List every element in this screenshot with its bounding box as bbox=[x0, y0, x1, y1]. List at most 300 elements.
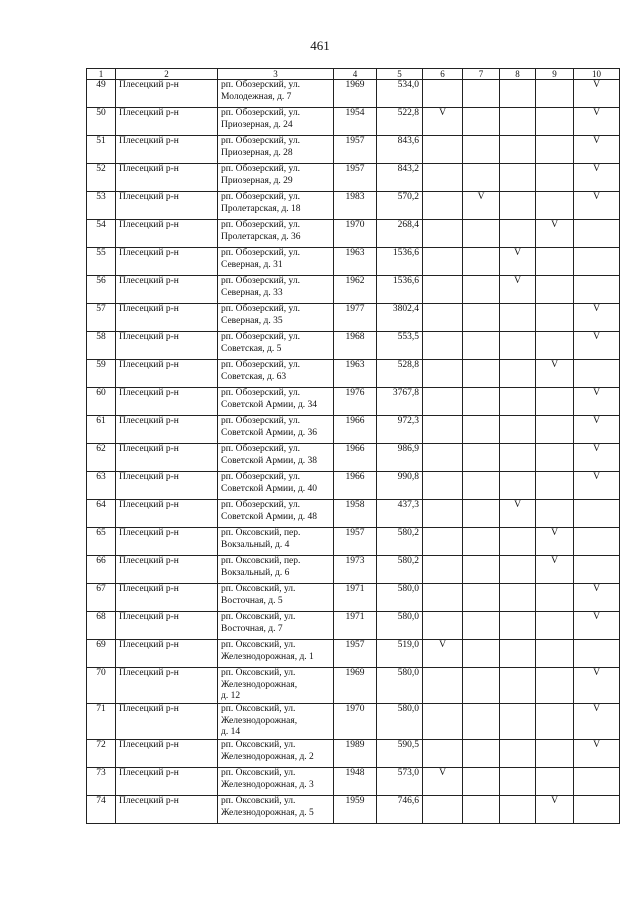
mark-cell-c8 bbox=[500, 796, 536, 824]
mark-cell-c8 bbox=[500, 192, 536, 220]
address-cell bbox=[218, 768, 334, 796]
mark-cell-c8 bbox=[500, 108, 536, 136]
mark-cell-c9 bbox=[536, 416, 574, 444]
district-cell: Плесецкий р-н bbox=[116, 740, 218, 768]
row-number-cell: 71 bbox=[87, 704, 116, 740]
year-built-cell: 1989 bbox=[334, 740, 377, 768]
address-cell bbox=[218, 704, 334, 740]
table-row bbox=[87, 612, 620, 640]
row-number-cell: 68 bbox=[87, 612, 116, 640]
area-cell: 580,0 bbox=[377, 584, 423, 612]
table-row bbox=[87, 416, 620, 444]
mark-cell-c7 bbox=[463, 304, 500, 332]
table-row bbox=[87, 248, 620, 276]
mark-cell-c10: V bbox=[574, 472, 620, 500]
address-cell bbox=[218, 500, 334, 528]
address-line: рп. Оксовский, ул. bbox=[221, 740, 296, 750]
address-line: рп. Обозерский, ул. bbox=[221, 416, 300, 426]
address-line: Приозерная, д. 28 bbox=[221, 147, 293, 158]
mark-cell-c7 bbox=[463, 584, 500, 612]
address-line: Советской Армии, д. 40 bbox=[221, 483, 318, 494]
area-cell: 534,0 bbox=[377, 80, 423, 108]
area-cell: 580,0 bbox=[377, 612, 423, 640]
year-built-cell: 1963 bbox=[334, 360, 377, 388]
district-cell: Плесецкий р-н bbox=[116, 388, 218, 416]
address-line: рп. Обозерский, ул. bbox=[221, 360, 300, 370]
mark-cell-c8: V bbox=[500, 500, 536, 528]
table-body bbox=[87, 80, 620, 824]
address-line: рп. Оксовский, ул. bbox=[221, 612, 296, 622]
mark-cell-c6 bbox=[423, 80, 463, 108]
address-cell bbox=[218, 528, 334, 556]
year-built-cell: 1968 bbox=[334, 332, 377, 360]
address-line: рп. Обозерский, ул. bbox=[221, 80, 300, 90]
address-line: рп. Оксовский, ул. bbox=[221, 796, 296, 806]
address-cell bbox=[218, 164, 334, 192]
address-line: рп. Обозерский, ул. bbox=[221, 220, 300, 230]
row-number-cell: 69 bbox=[87, 640, 116, 668]
mark-cell-c10: V bbox=[574, 416, 620, 444]
row-number-cell: 53 bbox=[87, 192, 116, 220]
address-cell bbox=[218, 136, 334, 164]
mark-cell-c7 bbox=[463, 276, 500, 304]
year-built-cell: 1966 bbox=[334, 444, 377, 472]
district-cell: Плесецкий р-н bbox=[116, 360, 218, 388]
mark-cell-c8 bbox=[500, 360, 536, 388]
table-row bbox=[87, 740, 620, 768]
mark-cell-c9 bbox=[536, 388, 574, 416]
address-line: рп. Обозерский, ул. bbox=[221, 248, 300, 258]
row-number-cell: 58 bbox=[87, 332, 116, 360]
mark-cell-c6 bbox=[423, 220, 463, 248]
mark-cell-c6 bbox=[423, 276, 463, 304]
page-number: 461 bbox=[310, 38, 330, 53]
mark-cell-c6 bbox=[423, 388, 463, 416]
area-cell: 1536,6 bbox=[377, 248, 423, 276]
mark-cell-c7 bbox=[463, 472, 500, 500]
table-row bbox=[87, 108, 620, 136]
mark-cell-c10: V bbox=[574, 612, 620, 640]
year-built-cell: 1971 bbox=[334, 584, 377, 612]
address-line: рп. Обозерский, ул. bbox=[221, 164, 300, 174]
year-built-cell: 1976 bbox=[334, 388, 377, 416]
mark-cell-c9 bbox=[536, 164, 574, 192]
column-header: 3 bbox=[218, 69, 334, 80]
row-number-cell: 52 bbox=[87, 164, 116, 192]
address-line: рп. Оксовский, ул. bbox=[221, 668, 296, 678]
address-line: Приозерная, д. 24 bbox=[221, 119, 293, 130]
table-row bbox=[87, 164, 620, 192]
table-row bbox=[87, 528, 620, 556]
mark-cell-c10 bbox=[574, 276, 620, 304]
row-number-cell: 72 bbox=[87, 740, 116, 768]
table-row bbox=[87, 192, 620, 220]
address-cell bbox=[218, 740, 334, 768]
area-cell: 528,8 bbox=[377, 360, 423, 388]
mark-cell-c6 bbox=[423, 740, 463, 768]
mark-cell-c6 bbox=[423, 500, 463, 528]
address-cell bbox=[218, 796, 334, 824]
mark-cell-c8 bbox=[500, 740, 536, 768]
area-cell: 3767,8 bbox=[377, 388, 423, 416]
housing-registry-table bbox=[86, 68, 620, 824]
address-line: Восточная, д. 5 bbox=[221, 595, 283, 606]
mark-cell-c9 bbox=[536, 332, 574, 360]
district-cell: Плесецкий р-н bbox=[116, 136, 218, 164]
area-cell: 843,6 bbox=[377, 136, 423, 164]
mark-cell-c7 bbox=[463, 388, 500, 416]
row-number-cell: 50 bbox=[87, 108, 116, 136]
area-cell: 519,0 bbox=[377, 640, 423, 668]
address-line: Советская, д. 5 bbox=[221, 343, 282, 354]
year-built-cell: 1983 bbox=[334, 192, 377, 220]
address-cell bbox=[218, 248, 334, 276]
mark-cell-c6 bbox=[423, 472, 463, 500]
area-cell: 580,2 bbox=[377, 528, 423, 556]
district-cell: Плесецкий р-н bbox=[116, 584, 218, 612]
year-built-cell: 1957 bbox=[334, 164, 377, 192]
mark-cell-c6 bbox=[423, 444, 463, 472]
table-header bbox=[87, 69, 620, 80]
address-line: рп. Оксовский, пер. bbox=[221, 528, 301, 538]
mark-cell-c6 bbox=[423, 704, 463, 740]
mark-cell-c7 bbox=[463, 164, 500, 192]
column-header: 6 bbox=[423, 69, 463, 80]
mark-cell-c6: V bbox=[423, 768, 463, 796]
address-cell bbox=[218, 304, 334, 332]
address-line: рп. Обозерский, ул. bbox=[221, 500, 300, 510]
mark-cell-c10: V bbox=[574, 192, 620, 220]
mark-cell-c10: V bbox=[574, 704, 620, 740]
row-number-cell: 63 bbox=[87, 472, 116, 500]
mark-cell-c8 bbox=[500, 768, 536, 796]
address-line: Советской Армии, д. 34 bbox=[221, 399, 318, 410]
mark-cell-c9: V bbox=[536, 796, 574, 824]
address-cell bbox=[218, 276, 334, 304]
mark-cell-c10 bbox=[574, 220, 620, 248]
district-cell: Плесецкий р-н bbox=[116, 612, 218, 640]
address-line: д. 14 bbox=[221, 727, 241, 737]
mark-cell-c6 bbox=[423, 612, 463, 640]
address-line: рп. Обозерский, ул. bbox=[221, 136, 300, 146]
area-cell: 580,0 bbox=[377, 668, 423, 704]
mark-cell-c10: V bbox=[574, 108, 620, 136]
year-built-cell: 1948 bbox=[334, 768, 377, 796]
mark-cell-c9 bbox=[536, 584, 574, 612]
mark-cell-c7 bbox=[463, 444, 500, 472]
year-built-cell: 1957 bbox=[334, 640, 377, 668]
address-line: Железнодорожная, bbox=[221, 679, 298, 690]
row-number-cell: 70 bbox=[87, 668, 116, 704]
mark-cell-c10 bbox=[574, 528, 620, 556]
row-number-cell: 49 bbox=[87, 80, 116, 108]
mark-cell-c7 bbox=[463, 556, 500, 584]
mark-cell-c6 bbox=[423, 192, 463, 220]
mark-cell-c10 bbox=[574, 556, 620, 584]
mark-cell-c7 bbox=[463, 612, 500, 640]
mark-cell-c10 bbox=[574, 248, 620, 276]
table-row bbox=[87, 472, 620, 500]
mark-cell-c6 bbox=[423, 584, 463, 612]
area-cell: 990,8 bbox=[377, 472, 423, 500]
address-line: Железнодорожная, д. 3 bbox=[221, 779, 314, 790]
mark-cell-c10: V bbox=[574, 444, 620, 472]
address-cell bbox=[218, 444, 334, 472]
address-line: рп. Обозерский, ул. bbox=[221, 388, 300, 398]
mark-cell-c8 bbox=[500, 584, 536, 612]
mark-cell-c6: V bbox=[423, 640, 463, 668]
table-row bbox=[87, 704, 620, 740]
mark-cell-c7 bbox=[463, 136, 500, 164]
address-line: Северная, д. 35 bbox=[221, 315, 283, 326]
year-built-cell: 1966 bbox=[334, 472, 377, 500]
mark-cell-c8 bbox=[500, 164, 536, 192]
mark-cell-c10: V bbox=[574, 668, 620, 704]
district-cell: Плесецкий р-н bbox=[116, 472, 218, 500]
address-cell bbox=[218, 332, 334, 360]
mark-cell-c7 bbox=[463, 248, 500, 276]
address-line: рп. Обозерский, ул. bbox=[221, 304, 300, 314]
mark-cell-c9 bbox=[536, 136, 574, 164]
area-cell: 843,2 bbox=[377, 164, 423, 192]
address-line: д. 12 bbox=[221, 691, 241, 701]
year-built-cell: 1958 bbox=[334, 500, 377, 528]
table-row bbox=[87, 136, 620, 164]
mark-cell-c9 bbox=[536, 472, 574, 500]
mark-cell-c10 bbox=[574, 640, 620, 668]
year-built-cell: 1969 bbox=[334, 668, 377, 704]
district-cell: Плесецкий р-н bbox=[116, 444, 218, 472]
year-built-cell: 1963 bbox=[334, 248, 377, 276]
mark-cell-c9: V bbox=[536, 556, 574, 584]
district-cell: Плесецкий р-н bbox=[116, 640, 218, 668]
address-line: Пролетарская, д. 18 bbox=[221, 203, 301, 214]
row-number-cell: 65 bbox=[87, 528, 116, 556]
district-cell: Плесецкий р-н bbox=[116, 192, 218, 220]
district-cell: Плесецкий р-н bbox=[116, 796, 218, 824]
district-cell: Плесецкий р-н bbox=[116, 668, 218, 704]
year-built-cell: 1957 bbox=[334, 136, 377, 164]
year-built-cell: 1977 bbox=[334, 304, 377, 332]
district-cell: Плесецкий р-н bbox=[116, 556, 218, 584]
district-cell: Плесецкий р-н bbox=[116, 416, 218, 444]
mark-cell-c9 bbox=[536, 668, 574, 704]
mark-cell-c9 bbox=[536, 704, 574, 740]
column-header: 4 bbox=[334, 69, 377, 80]
mark-cell-c8 bbox=[500, 332, 536, 360]
column-header: 5 bbox=[377, 69, 423, 80]
table-row bbox=[87, 500, 620, 528]
mark-cell-c9 bbox=[536, 740, 574, 768]
district-cell: Плесецкий р-н bbox=[116, 528, 218, 556]
mark-cell-c9 bbox=[536, 248, 574, 276]
address-line: Приозерная, д. 29 bbox=[221, 175, 293, 186]
mark-cell-c6 bbox=[423, 556, 463, 584]
table-row bbox=[87, 332, 620, 360]
mark-cell-c7 bbox=[463, 108, 500, 136]
mark-cell-c6 bbox=[423, 164, 463, 192]
year-built-cell: 1957 bbox=[334, 528, 377, 556]
district-cell: Плесецкий р-н bbox=[116, 276, 218, 304]
address-cell bbox=[218, 360, 334, 388]
row-number-cell: 66 bbox=[87, 556, 116, 584]
mark-cell-c9 bbox=[536, 612, 574, 640]
table-row bbox=[87, 360, 620, 388]
mark-cell-c8: V bbox=[500, 248, 536, 276]
mark-cell-c9 bbox=[536, 444, 574, 472]
address-line: Вокзальный, д. 6 bbox=[221, 567, 290, 578]
address-line: Советская, д. 63 bbox=[221, 371, 287, 382]
mark-cell-c9 bbox=[536, 768, 574, 796]
mark-cell-c8 bbox=[500, 472, 536, 500]
address-cell bbox=[218, 192, 334, 220]
mark-cell-c6 bbox=[423, 668, 463, 704]
table-row bbox=[87, 796, 620, 824]
mark-cell-c8 bbox=[500, 668, 536, 704]
table-row bbox=[87, 640, 620, 668]
address-line: рп. Обозерский, ул. bbox=[221, 444, 300, 454]
address-cell bbox=[218, 108, 334, 136]
year-built-cell: 1970 bbox=[334, 220, 377, 248]
row-number-cell: 55 bbox=[87, 248, 116, 276]
column-header: 8 bbox=[500, 69, 536, 80]
mark-cell-c6 bbox=[423, 332, 463, 360]
address-cell bbox=[218, 556, 334, 584]
mark-cell-c8 bbox=[500, 640, 536, 668]
mark-cell-c8 bbox=[500, 416, 536, 444]
column-header: 9 bbox=[536, 69, 574, 80]
year-built-cell: 1971 bbox=[334, 612, 377, 640]
mark-cell-c9 bbox=[536, 108, 574, 136]
mark-cell-c10: V bbox=[574, 136, 620, 164]
mark-cell-c9 bbox=[536, 640, 574, 668]
table-row bbox=[87, 768, 620, 796]
area-cell: 986,9 bbox=[377, 444, 423, 472]
mark-cell-c8 bbox=[500, 80, 536, 108]
mark-cell-c7 bbox=[463, 768, 500, 796]
mark-cell-c7 bbox=[463, 80, 500, 108]
address-cell bbox=[218, 416, 334, 444]
address-cell bbox=[218, 472, 334, 500]
mark-cell-c7 bbox=[463, 740, 500, 768]
mark-cell-c6 bbox=[423, 528, 463, 556]
mark-cell-c10: V bbox=[574, 80, 620, 108]
year-built-cell: 1970 bbox=[334, 704, 377, 740]
mark-cell-c6 bbox=[423, 360, 463, 388]
mark-cell-c8 bbox=[500, 444, 536, 472]
district-cell: Плесецкий р-н bbox=[116, 704, 218, 740]
table-row bbox=[87, 80, 620, 108]
mark-cell-c7 bbox=[463, 668, 500, 704]
district-cell: Плесецкий р-н bbox=[116, 164, 218, 192]
address-line: Железнодорожная, д. 1 bbox=[221, 651, 314, 662]
address-line: рп. Обозерский, ул. bbox=[221, 192, 300, 202]
row-number-cell: 73 bbox=[87, 768, 116, 796]
row-number-cell: 61 bbox=[87, 416, 116, 444]
mark-cell-c6 bbox=[423, 796, 463, 824]
row-number-cell: 74 bbox=[87, 796, 116, 824]
district-cell: Плесецкий р-н bbox=[116, 332, 218, 360]
table-row bbox=[87, 388, 620, 416]
address-line: рп. Оксовский, пер. bbox=[221, 556, 301, 566]
year-built-cell: 1959 bbox=[334, 796, 377, 824]
column-header: 7 bbox=[463, 69, 500, 80]
mark-cell-c8: V bbox=[500, 276, 536, 304]
district-cell: Плесецкий р-н bbox=[116, 80, 218, 108]
area-cell: 3802,4 bbox=[377, 304, 423, 332]
address-cell bbox=[218, 584, 334, 612]
year-built-cell: 1954 bbox=[334, 108, 377, 136]
address-line: рп. Оксовский, ул. bbox=[221, 704, 296, 714]
area-cell: 522,8 bbox=[377, 108, 423, 136]
mark-cell-c7 bbox=[463, 416, 500, 444]
table-row bbox=[87, 584, 620, 612]
address-line: Молодежная, д. 7 bbox=[221, 91, 292, 102]
address-line: Советской Армии, д. 48 bbox=[221, 511, 318, 522]
address-cell bbox=[218, 668, 334, 704]
row-number-cell: 60 bbox=[87, 388, 116, 416]
area-cell: 437,3 bbox=[377, 500, 423, 528]
row-number-cell: 57 bbox=[87, 304, 116, 332]
column-header: 1 bbox=[87, 69, 116, 80]
mark-cell-c10 bbox=[574, 500, 620, 528]
area-cell: 570,2 bbox=[377, 192, 423, 220]
mark-cell-c7 bbox=[463, 640, 500, 668]
mark-cell-c6: V bbox=[423, 108, 463, 136]
address-line: Советской Армии, д. 38 bbox=[221, 455, 318, 466]
mark-cell-c10 bbox=[574, 796, 620, 824]
year-built-cell: 1969 bbox=[334, 80, 377, 108]
mark-cell-c6 bbox=[423, 136, 463, 164]
area-cell: 580,2 bbox=[377, 556, 423, 584]
mark-cell-c7 bbox=[463, 220, 500, 248]
year-built-cell: 1966 bbox=[334, 416, 377, 444]
address-line: рп. Обозерский, ул. bbox=[221, 276, 300, 286]
mark-cell-c7: V bbox=[463, 192, 500, 220]
district-cell: Плесецкий р-н bbox=[116, 304, 218, 332]
mark-cell-c9: V bbox=[536, 360, 574, 388]
district-cell: Плесецкий р-н bbox=[116, 768, 218, 796]
mark-cell-c8 bbox=[500, 220, 536, 248]
mark-cell-c9 bbox=[536, 192, 574, 220]
mark-cell-c10 bbox=[574, 360, 620, 388]
mark-cell-c9 bbox=[536, 304, 574, 332]
mark-cell-c7 bbox=[463, 500, 500, 528]
row-number-cell: 64 bbox=[87, 500, 116, 528]
mark-cell-c9: V bbox=[536, 220, 574, 248]
address-line: Северная, д. 31 bbox=[221, 259, 283, 270]
year-built-cell: 1962 bbox=[334, 276, 377, 304]
mark-cell-c6 bbox=[423, 416, 463, 444]
year-built-cell: 1973 bbox=[334, 556, 377, 584]
mark-cell-c9 bbox=[536, 276, 574, 304]
area-cell: 746,6 bbox=[377, 796, 423, 824]
mark-cell-c7 bbox=[463, 360, 500, 388]
area-cell: 972,3 bbox=[377, 416, 423, 444]
mark-cell-c8 bbox=[500, 704, 536, 740]
table-row bbox=[87, 668, 620, 704]
address-line: рп. Обозерский, ул. bbox=[221, 332, 300, 342]
mark-cell-c7 bbox=[463, 332, 500, 360]
mark-cell-c6 bbox=[423, 248, 463, 276]
mark-cell-c10: V bbox=[574, 388, 620, 416]
mark-cell-c9 bbox=[536, 80, 574, 108]
mark-cell-c6 bbox=[423, 304, 463, 332]
address-cell bbox=[218, 220, 334, 248]
address-line: Вокзальный, д. 4 bbox=[221, 539, 290, 550]
address-line: рп. Оксовский, ул. bbox=[221, 640, 296, 650]
mark-cell-c9 bbox=[536, 500, 574, 528]
